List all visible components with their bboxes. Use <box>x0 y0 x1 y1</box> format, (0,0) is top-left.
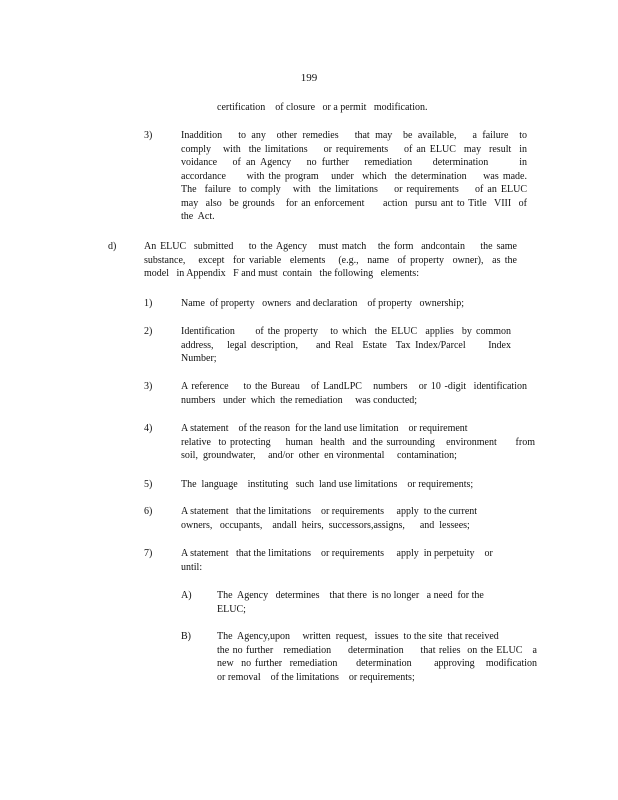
text-line: Identification of the property to which the ELUC applies by common <box>181 326 511 337</box>
text-line: Name of property owners and declaration of property ownership; <box>181 298 464 309</box>
text-line: model in Appendix F and must contain the following elements: <box>144 268 419 279</box>
text-line: A reference to the Bureau of LandLPC numbers or 10 -digit identification <box>181 381 527 392</box>
text-line: A statement that the limitations or requirements apply in perpetuity or <box>181 548 493 559</box>
item-6-label: 6) <box>144 506 153 517</box>
text-line: relative to protecting human health and the surrounding environment from <box>181 436 535 448</box>
text-line: owners, occupants, andall heirs, successors,assigns, and lessees; <box>181 519 470 531</box>
text-line: address, legal description, and Real Estate Tax Index/Parcel Index <box>181 339 511 351</box>
text-line: the Act. <box>181 211 215 222</box>
section-d-label: d) <box>108 241 117 252</box>
text-line: comply with the limitations or requirements of an ELUC may result in <box>181 143 527 155</box>
intro-line-text: certification of closure or a permit modification. <box>217 102 428 113</box>
text-line: A statement that the limitations or requirements apply to the current <box>181 506 478 517</box>
subitem-a-label: A) <box>181 590 192 601</box>
text-line: accordance with the program under which the determination was made. <box>181 170 527 182</box>
text-line: the no further remediation determination that relies on the ELUC a <box>217 644 537 656</box>
text-line: or removal of the limitations or requirements; <box>217 671 415 683</box>
text-line: The failure to comply with the limitations or requirements of an ELUC <box>181 184 527 195</box>
text-line: until: <box>181 561 203 573</box>
item-2-text <box>181 325 511 366</box>
text-line: Number; <box>181 353 217 364</box>
text-line: An ELUC submitted to the Agency must match the form andcontain the same <box>144 241 517 252</box>
text-line: substance, except for variable elements (e.g., name of property owner), as the <box>144 254 517 266</box>
item-3b-text <box>181 380 527 407</box>
text-line: ELUC; <box>217 603 246 615</box>
text-line: soil, groundwater, and/or other en vironmental contamination; <box>181 450 457 461</box>
item-5-label: 5) <box>144 479 153 490</box>
item-3b-label: 3) <box>144 381 153 392</box>
text-line: Inaddition to any other remedies that may be available, a failure to <box>181 130 527 141</box>
item-5-text <box>181 478 527 492</box>
text-line: numbers under which the remediation was conducted; <box>181 394 418 406</box>
text-line: new no further remediation determination approving modification <box>217 658 537 669</box>
page-number: 199 <box>300 72 318 84</box>
subitem-b-text <box>217 630 537 684</box>
item-2-label: 2) <box>144 326 153 337</box>
text-line: The language instituting such land use limitations or requirements; <box>181 479 474 490</box>
item-7-text <box>181 547 521 574</box>
item-3-label: 3) <box>144 130 153 141</box>
text-line: may also be grounds for an enforcement action pursu ant to Title VIII of <box>181 197 527 209</box>
intro-line <box>217 101 457 115</box>
item-4-label: 4) <box>144 423 153 434</box>
item-4-text <box>181 422 535 463</box>
item-6-text <box>181 505 511 532</box>
text-line: The Agency,upon written request, issues to the site that received <box>217 631 499 642</box>
text-line: voidance of an Agency no further remediation determination in <box>181 157 527 168</box>
section-d-text <box>144 240 517 281</box>
text-line: The Agency determines that there is no longer a need for the <box>217 590 484 601</box>
item-3-text <box>181 129 527 224</box>
item-1-text <box>181 297 527 311</box>
subitem-a-text <box>217 589 517 616</box>
text-line: A statement of the reason for the land use limitation or requirement <box>181 423 468 434</box>
subitem-b-label: B) <box>181 631 191 642</box>
item-7-label: 7) <box>144 548 153 559</box>
item-1-label: 1) <box>144 298 153 309</box>
